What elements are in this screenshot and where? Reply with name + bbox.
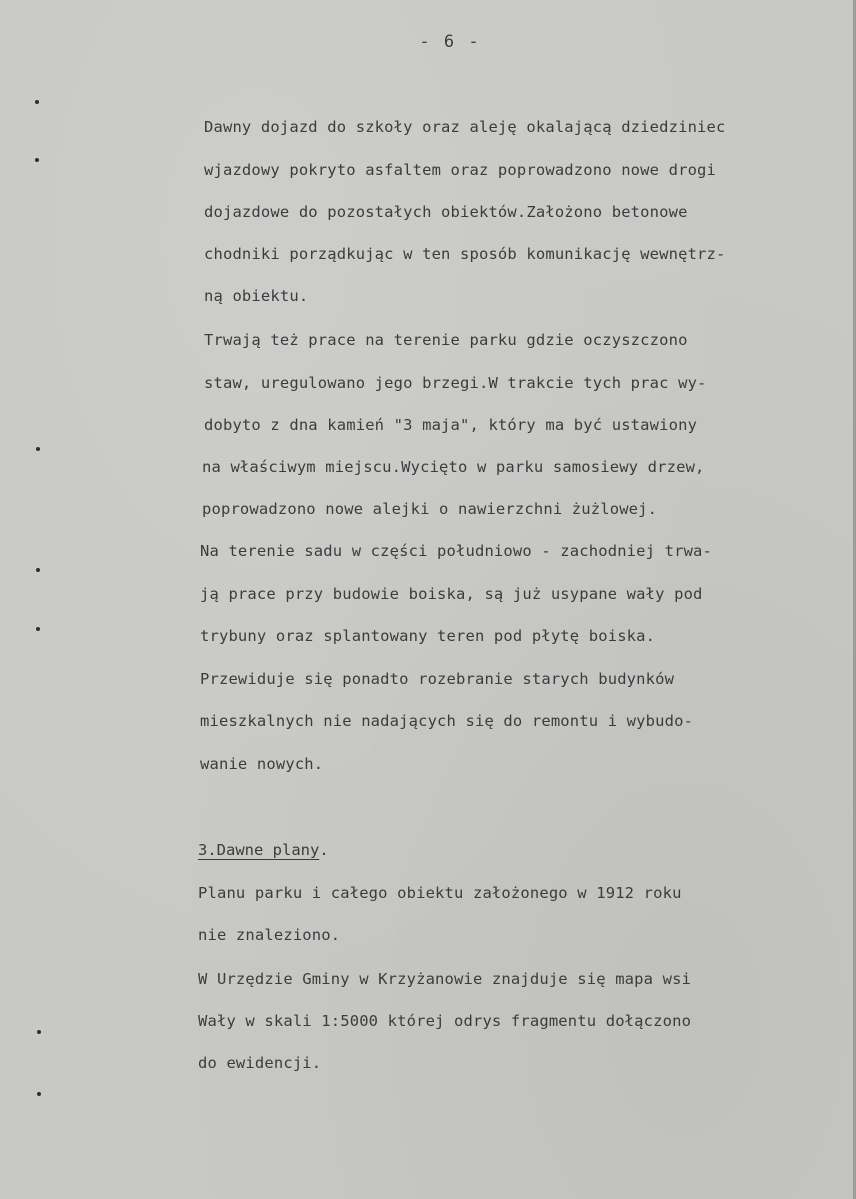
text-line: W Urzędzie Gminy w Krzyżanowie znajduje się mapa wsi: [198, 970, 692, 988]
text-line: staw, uregulowano jego brzegi.W trakcie tych prac wy-: [204, 374, 707, 392]
text-line: mieszkalnych nie nadających się do remontu i wybudo-: [200, 712, 694, 730]
margin-dot: [36, 627, 40, 631]
text-line: ją prace przy budowie boiska, są już usypane wały pod: [200, 585, 703, 603]
text-line: chodniki porządkując w ten sposób komunikację wewnętrz-: [204, 245, 726, 263]
text-line: Trwają też prace na terenie parku gdzie oczyszczono: [204, 331, 688, 349]
margin-dot: [37, 1092, 41, 1096]
text-line: dobyto z dna kamień "3 maja", który ma być ustawiony: [204, 416, 698, 434]
text-line: Przewiduje się ponadto rozebranie starych budynków: [200, 670, 675, 688]
text-line: poprowadzono nowe alejki o nawierzchni żużlowej.: [202, 500, 658, 518]
section-heading: [198, 841, 329, 859]
text-line: nie znaleziono.: [198, 926, 341, 944]
text-line: dojazdowe do pozostałych obiektów.Założono betonowe: [204, 203, 688, 221]
margin-dot: [35, 100, 39, 104]
text-line: trybuny oraz splantowany teren pod płytę boiska.: [200, 627, 656, 645]
margin-dot: [36, 568, 40, 572]
text-line: ną obiektu.: [204, 287, 309, 305]
page-number: - 6 -: [419, 32, 481, 52]
text-line: wanie nowych.: [200, 755, 324, 773]
margin-dot: [36, 447, 40, 451]
section-heading-tail: .: [319, 841, 329, 859]
text-line: Dawny dojazd do szkoły oraz aleję okalającą dziedziniec: [204, 118, 726, 136]
margin-dot: [35, 158, 39, 162]
text-line: Planu parku i całego obiektu założonego w 1912 roku: [198, 884, 682, 902]
text-line: na właściwym miejscu.Wycięto w parku samosiewy drzew,: [202, 458, 705, 476]
section-heading-text: 3.Dawne plany: [198, 841, 320, 859]
margin-dot: [37, 1030, 41, 1034]
text-line: wjazdowy pokryto asfaltem oraz poprowadzono nowe drogi: [204, 161, 717, 179]
text-line: do ewidencji.: [198, 1054, 322, 1072]
text-line: Na terenie sadu w części południowo - zachodniej trwa-: [200, 542, 713, 560]
text-line: Wały w skali 1:5000 której odrys fragmentu dołączono: [198, 1012, 692, 1030]
